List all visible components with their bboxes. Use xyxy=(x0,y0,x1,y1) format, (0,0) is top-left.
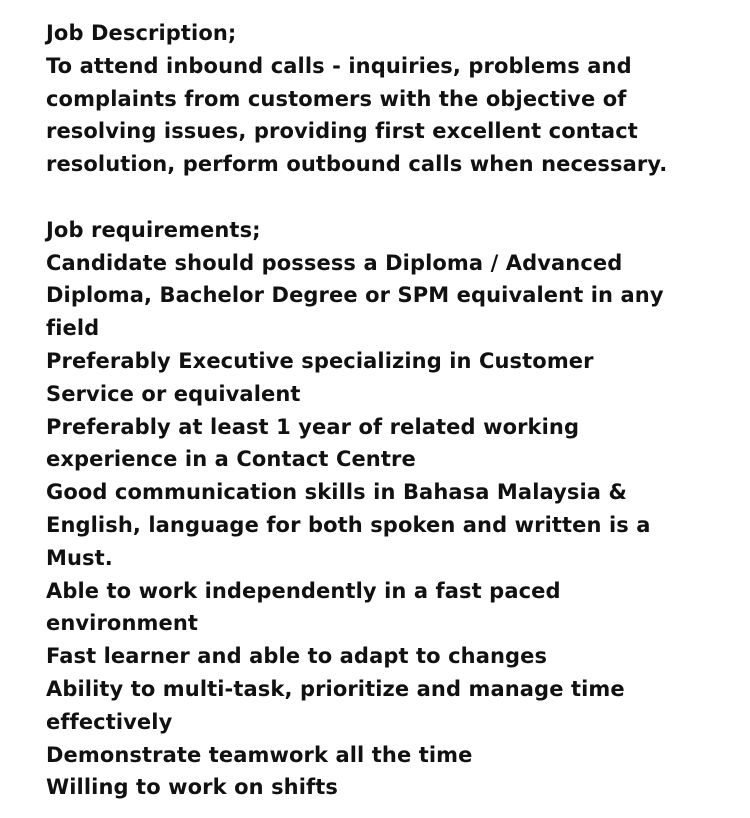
job-description-line: complaints from customers with the objective of xyxy=(46,86,627,111)
requirement-line: Must. xyxy=(46,545,113,570)
requirement-line: English, language for both spoken and written is a xyxy=(46,512,651,537)
requirement-line: Good communication skills in Bahasa Malaysia & xyxy=(46,480,627,505)
requirement-line: Candidate should possess a Diploma / Advanced xyxy=(46,250,623,275)
requirement-line: Fast learner and able to adapt to changes xyxy=(46,644,548,669)
requirement-line: environment xyxy=(46,611,199,636)
section-spacer xyxy=(46,181,736,214)
requirement-line: Service or equivalent xyxy=(46,381,301,406)
requirement-line: effectively xyxy=(46,709,173,734)
requirement-line: Preferably at least 1 year of related working xyxy=(46,414,580,439)
requirement-line: Demonstrate teamwork all the time xyxy=(46,742,473,767)
requirement-line: Preferably Executive specializing in Customer xyxy=(46,348,594,373)
requirement-line: Diploma, Bachelor Degree or SPM equivalent in any xyxy=(46,283,664,308)
requirement-line: Willing to work on shifts xyxy=(46,775,338,800)
job-description-heading: Job Description; xyxy=(46,21,237,45)
job-description-section xyxy=(46,17,736,181)
job-requirements-section xyxy=(46,214,736,804)
job-requirements-heading: Job requirements; xyxy=(46,217,261,242)
requirement-line: field xyxy=(46,316,100,341)
job-description-line: To attend inbound calls - inquiries, problems and xyxy=(46,53,632,78)
document-body xyxy=(46,17,736,804)
requirement-line: Able to work independently in a fast paced xyxy=(46,578,561,603)
job-description-line: resolving issues, providing first excellent contact xyxy=(46,119,638,144)
requirement-line: experience in a Contact Centre xyxy=(46,447,416,472)
requirement-line: Ability to multi-task, prioritize and manage time xyxy=(46,676,625,701)
job-description-line: resolution, perform outbound calls when necessary. xyxy=(46,152,668,177)
